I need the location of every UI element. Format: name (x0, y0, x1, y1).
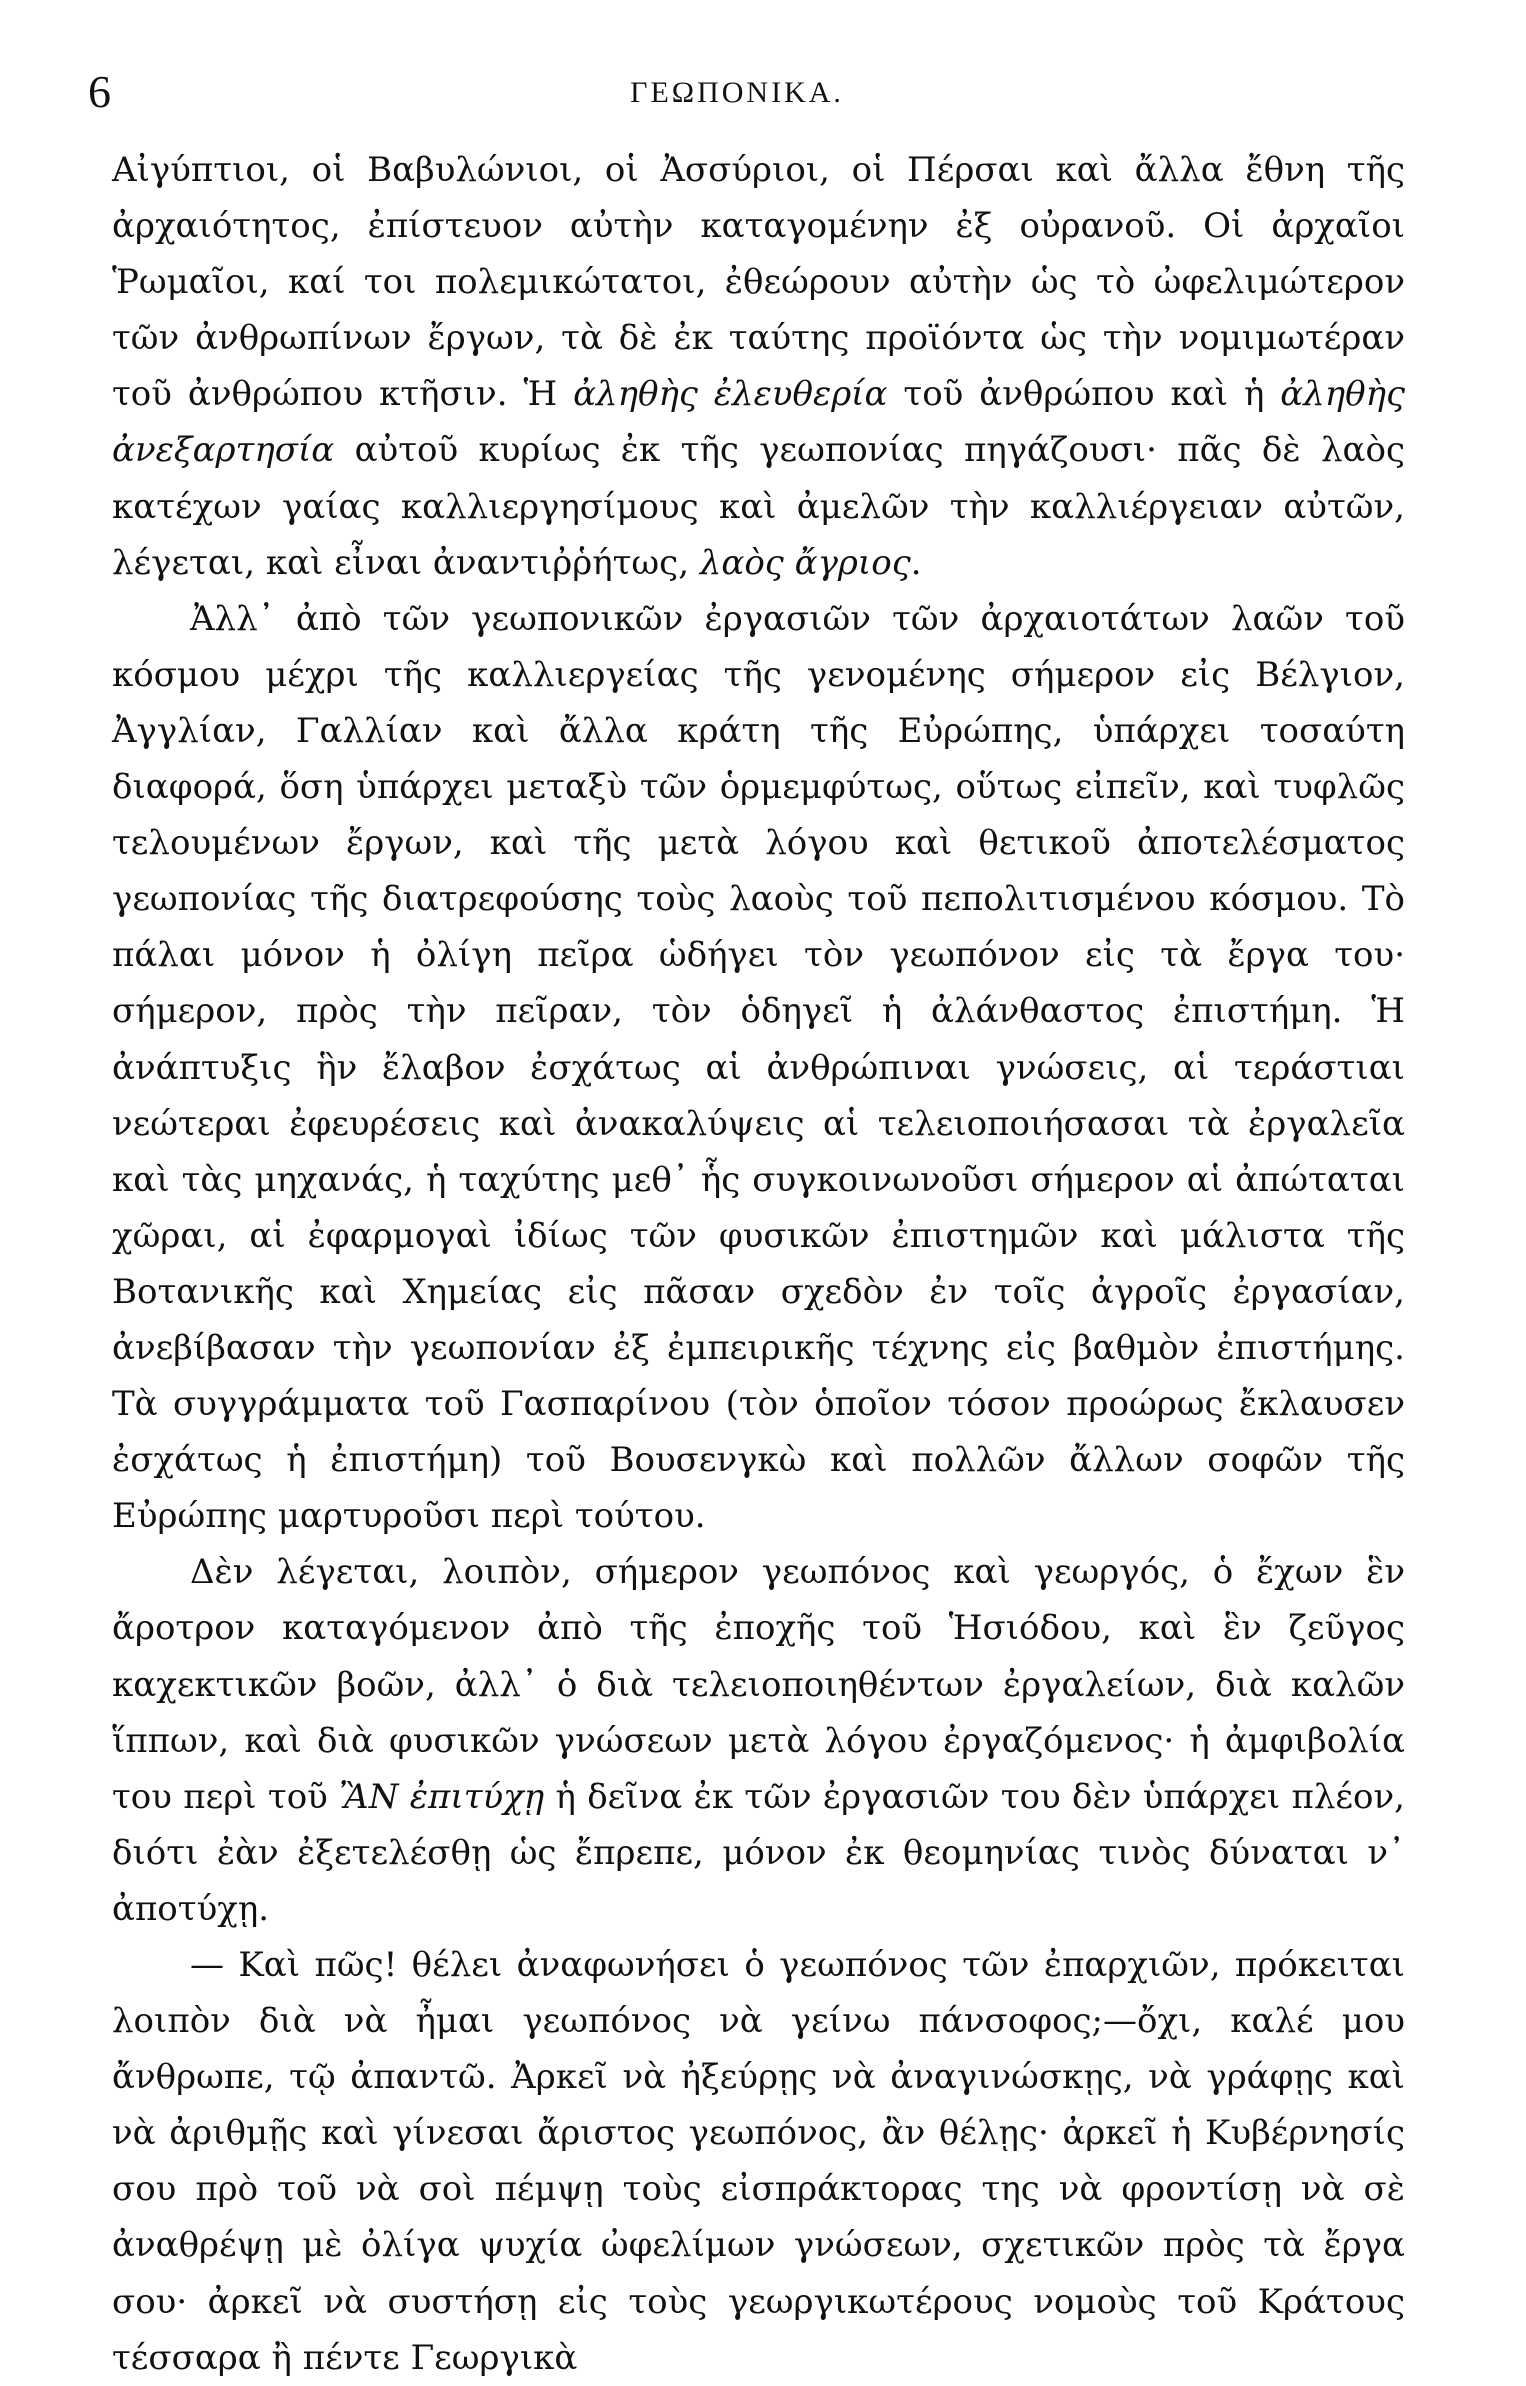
page-header (72, 62, 1402, 122)
text-run: Δὲν λέγεται, λοιπὸν, σήμερον γεωπόνος καὶ γεωργός, ὁ ἔχων ἓν ἄροτρον καταγόμενον ἀπὸ τῆς ἐποχῆς τοῦ Ἡσιόδου, καὶ ἓν ζεῦγος καχεκτικῶν βοῶν, ἀλλ᾽ ὁ διὰ τελειοποιηθέντων ἐργαλείων, διὰ καλῶν ἵππων, καὶ διὰ φυσικῶν γνώσεων μετὰ λόγου ἐργαζόμενος· ἡ ἀμφιβολία του περὶ τοῦ (112, 1552, 1405, 1817)
paragraph-4: — Καὶ πῶς! θέλει ἀναφωνήσει ὁ γεωπόνος τῶν ἐπαρχιῶν, πρόκειται λοιπὸν διὰ νὰ ἦμαι γεωπόνος νὰ γείνω πάνσοφος;—ὄχι, καλέ μου ἄνθρωπε, τῷ ἀπαντῶ. Ἀρκεῖ νὰ ἠξεύρῃς νὰ ἀναγινώσκῃς, νὰ γράφῃς καὶ νὰ ἀριθμῇς καὶ γίνεσαι ἄριστος γεωπόνος, ἂν θέλῃς· ἀρκεῖ ἡ Κυβέρνησίς σου πρὸ τοῦ νὰ σοὶ πέμψῃ τοὺς εἰσπράκτορας της νὰ φροντίσῃ νὰ σὲ ἀναθρέψῃ μὲ ὀλίγα ψυχία ὠφελίμων γνώσεων, σχετικῶν πρὸς τὰ ἔργα σου· ἀρκεῖ νὰ συστήσῃ εἰς τοὺς γεωργικωτέρους νομοὺς τοῦ Κράτους τέσσαρα ἢ πέντε Γεωργικὰ (112, 1945, 1405, 2378)
italic-phrase: ἀληθὴς ἐλευθερία (573, 374, 888, 415)
running-title: ΓΕΩΠΟΝΙΚΑ. (630, 76, 844, 109)
italic-phrase: ἊΝ ἐπιτύχῃ (339, 1776, 545, 1817)
body-text (112, 142, 1405, 2386)
text-run: . (910, 542, 922, 583)
text-run: ἡ δεῖνα ἐκ τῶν ἐργασιῶν του δὲν ὑπάρχει πλέον, διότι ἐὰν ἐξετελέσθῃ ὡς ἔπρεπε, μόνον ἐκ θεομηνίας τινὸς δύναται ν᾽ ἀποτύχῃ. (112, 1776, 1405, 1929)
paragraph-3 (112, 1544, 1405, 1937)
text-run: τοῦ ἀνθρώπου καὶ ἡ (887, 374, 1281, 415)
italic-phrase: λαὸς ἄγριος (699, 542, 911, 583)
text-run: αὐτοῦ κυρίως ἐκ τῆς γεωπονίας πηγάζουσι· πᾶς δὲ λαὸς κατέχων γαίας καλλιεργησίμους καὶ ἀμελῶν τὴν καλλιέργειαν αὐτῶν, λέγεται, καὶ εἶναι ἀναντιῤῥήτως, (112, 430, 1405, 583)
text-run: Αἰγύπτιοι, οἱ Βαβυλώνιοι, οἱ Ἀσσύριοι, οἱ Πέρσαι καὶ ἄλλα ἔθνη τῆς ἀρχαιότητος, ἐπίστευον αὐτὴν καταγομένην ἐξ οὐρανοῦ. Οἱ ἀρχαῖοι Ῥωμαῖοι, καί τοι πολεμικώτατοι, ἐθεώρουν αὐτὴν ὡς τὸ ὠφελιμώτερον τῶν ἀνθρωπίνων ἔργων, τὰ δὲ ἐκ ταύτης προϊόντα ὡς τὴν νομιμωτέραν τοῦ ἀνθρώπου κτῆσιν. Ἡ (112, 150, 1405, 415)
paragraph-2: Ἀλλ᾽ ἀπὸ τῶν γεωπονικῶν ἐργασιῶν τῶν ἀρχαιοτάτων λαῶν τοῦ κόσμου μέχρι τῆς καλλιεργείας τῆς γενομένης σήμερον εἰς Βέλγιον, Ἀγγλίαν, Γαλλίαν καὶ ἄλλα κράτη τῆς Εὐρώπης, ὑπάρχει τοσαύτη διαφορά, ὅση ὑπάρχει μεταξὺ τῶν ὁρμεμφύτως, οὕτως εἰπεῖν, καὶ τυφλῶς τελουμένων ἔργων, καὶ τῆς μετὰ λόγου καὶ θετικοῦ ἀποτελέσματος γεωπονίας τῆς διατρεφούσης τοὺς λαοὺς τοῦ πεπολιτισμένου κόσμου. Τὸ πάλαι μόνον ἡ ὀλίγη πεῖρα ὡδήγει τὸν γεωπόνον εἰς τὰ ἔργα του· σήμερον, πρὸς τὴν πεῖραν, τὸν ὁδηγεῖ ἡ ἀλάνθαστος ἐπιστήμη. Ἡ ἀνάπτυξις ἣν ἔλαβον ἐσχάτως αἱ ἀνθρώπιναι γνώσεις, αἱ τεράστιαι νεώτεραι ἐφευρέσεις καὶ ἀνακαλύψεις αἱ τελειοποιήσασαι τὰ ἐργαλεῖα καὶ τὰς μηχανάς, ἡ ταχύτης μεθ᾽ ἧς συγκοινωνοῦσι σήμερον αἱ ἀπώταται χῶραι, αἱ ἐφαρμογαὶ ἰδίως τῶν φυσικῶν ἐπιστημῶν καὶ μάλιστα τῆς Βοτανικῆς καὶ Χημείας εἰς πᾶσαν σχεδὸν ἐν τοῖς ἀγροῖς ἐργασίαν, ἀνεβίβασαν τὴν γεωπονίαν ἐξ ἐμπειρικῆς τέχνης εἰς βαθμὸν ἐπιστήμης. Τὰ συγγράμματα τοῦ Γασπαρίνου (τὸν ὁποῖον τόσον προώρως ἔκλαυσεν ἐσχάτως ἡ ἐπιστήμη) τοῦ Βουσενγκὼ καὶ πολλῶν ἄλλων σοφῶν τῆς Εὐρώπης μαρτυροῦσι περὶ τούτου. (112, 598, 1405, 1537)
italic-phrase: ἀληθὴς ἀνεξαρτησία (112, 374, 1405, 471)
page-number: 6 (88, 66, 111, 117)
paragraph-1 (112, 142, 1405, 591)
